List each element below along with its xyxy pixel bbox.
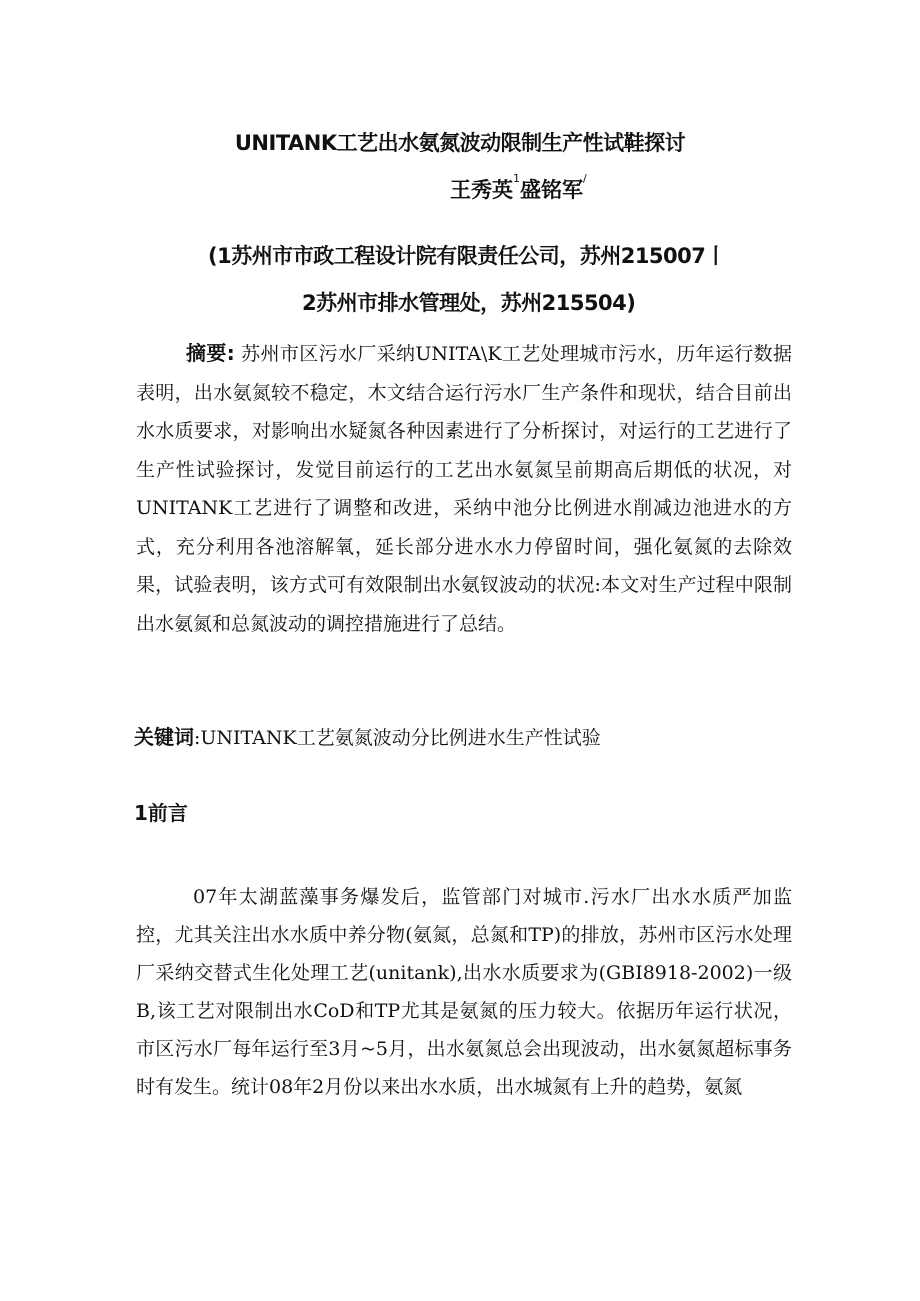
- affiliation-line-1: (1苏州市市政工程设计院有限责任公司，苏州215007丨: [208, 244, 726, 268]
- author-affiliation-mark: /: [583, 172, 587, 185]
- abstract-separator: :: [226, 341, 235, 365]
- section-heading: 1前言: [134, 801, 188, 825]
- abstract-label: 摘要: [186, 341, 227, 365]
- author-affiliation-mark: 1: [513, 172, 520, 185]
- keywords-line: [134, 721, 814, 750]
- keywords-text: UNITANK工艺氨氮波动分比例进水生产性试验: [200, 727, 601, 749]
- keywords-separator: :: [194, 727, 201, 749]
- author-line: [450, 174, 587, 204]
- author-name: 王秀英: [450, 178, 513, 202]
- document-title: UNITANK工艺出水氨氮波动限制生产性试鞋探讨: [234, 131, 686, 155]
- keywords-label: 关键词: [134, 725, 194, 749]
- abstract-paragraph: [136, 334, 792, 643]
- abstract-text: 苏州市区污水厂采纳UNITA\K工艺处理城市污水，历年运行数据表明，出水氨氮较不稳定，木文结合运行污水厂生产条件和现状，结合目前出水水质要求，对影响出水疑氮各种因素进行了分析探讨，对运行的工艺进行了生产性试验探讨，发觉目前运行的工艺出水氨氮呈前期高后期低的状况，对UNITANK工艺进行了调整和改进，采纳中池分比例进水削减边池进水的方式，充分利用各池溶解氧，延长部分进水水力停留时间，强化氨氮的去除效果，试验表明，该方式可有效限制出水氨钗波动的状况:本文对生产过程中限制出水氨氮和总氮波动的调控措施进行了总结。: [136, 343, 792, 635]
- affiliation-line-2: 2苏州市排水管理处，苏州215504): [302, 291, 636, 315]
- author-name: 盛铭军: [520, 178, 583, 202]
- section-paragraph: 07年太湖蓝藻事务爆发后，监管部门对城市.污水厂出水水质严加监控，尤其关注出水水质中养分物(氨氮，总氮和TP)的排放，苏州市区污水处理厂采纳交替式生化处理工艺(unitank),出水水质要求为(GBI8918-2002)一级B,该工艺对限制出水CoD和TP尤其是氨氮的压力较大。依据历年运行状况，市区污水厂每年运行至3月~5月，出水氨氮总会出现波动，出水氨氮超标事务时有发生。统计08年2月份以来出水水质，出水城氮有上升的趋势，氨氮: [136, 886, 792, 1098]
